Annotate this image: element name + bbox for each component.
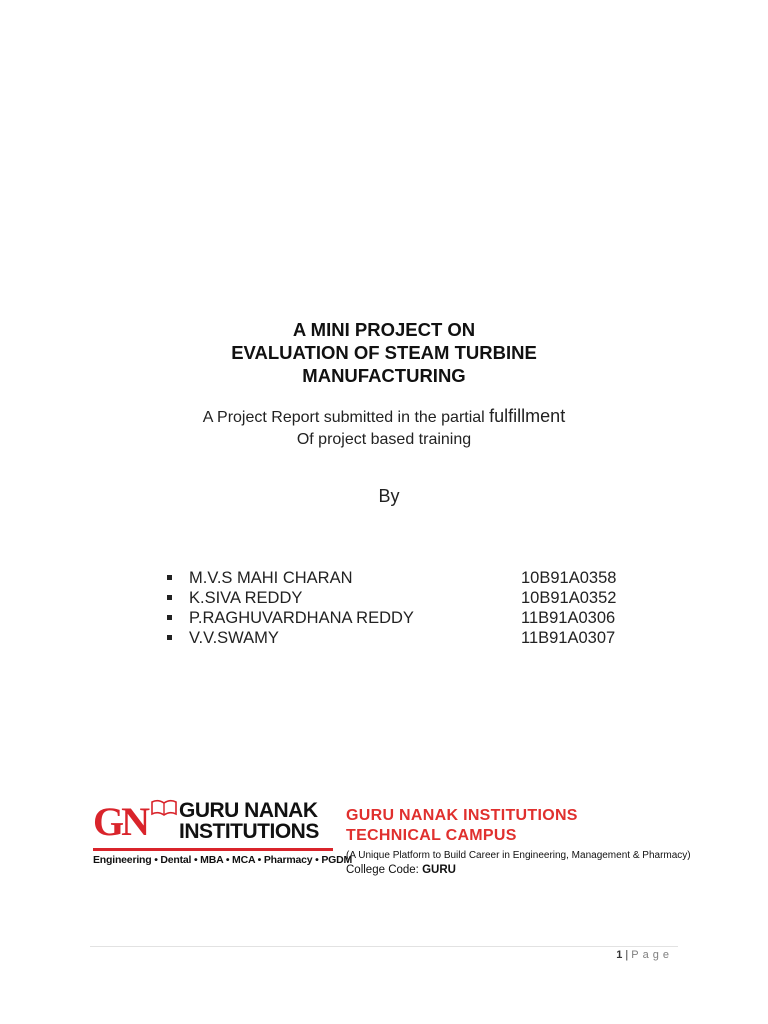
page-footer	[616, 949, 673, 961]
campus-line-2: TECHNICAL CAMPUS	[346, 827, 517, 844]
title-line-2: EVALUATION OF STEAM TURBINE	[231, 342, 537, 363]
title-line-3: MANUFACTURING	[302, 365, 466, 386]
institution-logo	[93, 796, 353, 874]
list-item	[160, 609, 640, 629]
logo-name	[179, 800, 319, 842]
book-icon	[150, 798, 178, 816]
logo-name-line-1: GURU NANAK	[179, 799, 318, 822]
page-number: 1	[616, 949, 623, 961]
list-item	[160, 589, 640, 609]
members-list	[160, 569, 640, 649]
college-code-value: GURU	[422, 864, 456, 876]
bullet-icon	[167, 635, 172, 640]
member-roll: 10B91A0352	[521, 589, 617, 607]
bullet-icon	[167, 575, 172, 580]
footer-divider	[90, 946, 678, 947]
college-code	[346, 864, 456, 876]
college-code-label: College Code:	[346, 864, 423, 876]
member-roll: 10B91A0358	[521, 569, 617, 587]
bullet-icon	[167, 615, 172, 620]
by-label: By	[378, 486, 400, 506]
footer-separator: |	[625, 949, 629, 961]
list-item	[160, 569, 640, 589]
campus-line-1: GURU NANAK INSTITUTIONS	[346, 807, 578, 824]
member-name: V.V.SWAMY	[189, 629, 279, 647]
subtitle-text: A Project Report submitted in the partial	[202, 409, 490, 426]
subtitle	[0, 405, 768, 451]
bullet-icon	[167, 595, 172, 600]
page-word: Page	[631, 949, 673, 961]
list-item	[160, 629, 640, 649]
member-name: M.V.S MAHI CHARAN	[189, 569, 353, 587]
logo-divider	[93, 848, 333, 851]
document-title	[0, 318, 768, 387]
logo-courses: Engineering • Dental • MBA • MCA • Pharmacy • PGDM	[93, 854, 353, 866]
campus-name	[346, 806, 578, 846]
title-line-1: A MINI PROJECT ON	[292, 319, 476, 340]
member-roll: 11B91A0307	[521, 629, 616, 647]
member-name: K.SIVA REDDY	[189, 589, 303, 607]
subtitle-emphasis: fulfillment	[489, 406, 566, 426]
member-roll: 11B91A0306	[521, 609, 616, 627]
member-name: P.RAGHUVARDHANA REDDY	[189, 609, 414, 627]
campus-tagline: (A Unique Platform to Build Career in Engineering, Management & Pharmacy)	[346, 850, 691, 861]
logo-name-line-2: INSTITUTIONS	[179, 820, 319, 843]
subtitle-line-1	[0, 405, 768, 429]
logo-initials: GN	[93, 799, 147, 844]
subtitle-line-2: Of project based training	[296, 431, 472, 448]
